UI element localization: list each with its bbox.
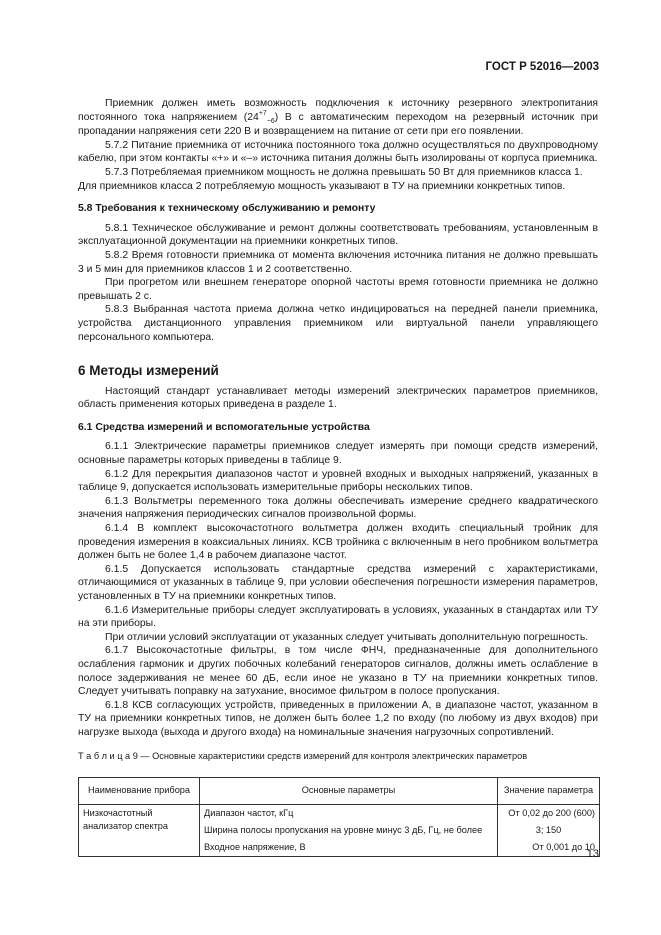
table-header-row (79, 778, 600, 805)
paragraph-5-8-3: 5.8.3 Выбранная частота приема должна четко индицироваться на передней панели приемника, устройства дистанционного управления приемником или виртуальной панели управляющего персонального компьютера. (78, 304, 598, 343)
paragraph-6-1-6-b: При отличии условий эксплуатации от указанных следует учитывать дополнительную погрешность. (105, 631, 589, 643)
table-caption: Т а б л и ц а 9 — Основные характеристики средств измерений для контроля электрических параметров (78, 750, 528, 761)
value-cell: От 0,001 до 10 (498, 839, 600, 857)
paragraph-5-8-1: 5.8.1 Техническое обслуживание и ремонт должны соответствовать требованиям, установленным в эксплуатационной документации на приемники конкретных типов. (78, 222, 598, 248)
document-body (78, 97, 598, 857)
page-number: 13 (586, 848, 599, 860)
document-id: ГОСТ Р 52016—2003 (485, 61, 599, 73)
paragraph-6-1-1: 6.1.1 Электрические параметры приемников следует измерять при помощи средств измерений, основные параметры которых приведены в таблице 9. (78, 441, 598, 467)
column-header: Основные параметры (200, 778, 498, 805)
paragraph-backup-power (78, 97, 598, 139)
param-cell: Диапазон частот, кГц (200, 805, 498, 823)
heading-6-1: 6.1 Средства измерений и вспомогательные устройства (78, 421, 370, 433)
value-cell: 3; 150 (498, 822, 600, 839)
paragraph-6-intro: Настоящий стандарт устанавливает методы измерений электрических параметров приемников, область применения которых приведена в разделе 1. (78, 385, 598, 411)
paragraph-5-7-3: 5.7.3 Потребляемая приемником мощность не должна превышать 50 Вт для приемников класса 1. (105, 166, 583, 178)
tolerance-minus: −6 (266, 117, 275, 125)
paragraph-6-1-5: 6.1.5 Допускается использовать стандартные средства измерений с характеристиками, отличающимися от указанных в таблице 9, при условии обеспечения погрешности измерения параметров, установленных в ТУ на приемники конкретных типов. (78, 563, 598, 602)
paragraph-6-1-6: 6.1.6 Измерительные приборы следует эксплуатировать в условиях, указанных в стандартах или ТУ на эти приборы. (78, 604, 598, 630)
device-name-cell: Низкочастотный анализатор спектра (79, 805, 200, 857)
tolerance-plus: +7 (258, 109, 267, 117)
table-row (79, 805, 600, 823)
value-cell: От 0,02 до 200 (600) (498, 805, 600, 823)
param-cell: Ширина полосы пропускания на уровне минус 3 дБ, Гц, не более (200, 822, 498, 839)
heading-section-6: 6 Методы измерений (78, 363, 219, 379)
paragraph-5-8-2: 5.8.2 Время готовности приемника от момента включения источника питания не должно превышать 3 и 5 мин для приемников классов 1 и 2 соответственно. (78, 249, 598, 275)
paragraph-5-7-2: 5.7.2 Питание приемника от источника постоянного тока должно осуществляться по двухпроводному кабелю, при этом контакты «+» и «–» источника питания должны быть изолированы от корпуса приемника. (78, 139, 598, 165)
column-header: Значение параметра (498, 778, 600, 805)
paragraph-6-1-3: 6.1.3 Вольтметры переменного тока должны обеспечивать измерение среднего квадратического значения напряжения периодических сигналов произвольной формы. (78, 495, 598, 521)
paragraph-6-1-8: 6.1.8 КСВ согласующих устройств, приведенных в приложении А, в диапазоне частот, указанном в ТУ на приемники конкретных типов, не должен быть более 1,2 по входу (по любому из двух входов) при нагрузке выхода (выхода и другого входа) на номинальные значения нагрузочных сопротивлений. (78, 699, 598, 738)
parameters-table (78, 777, 600, 857)
column-header: Наименование прибора (79, 778, 200, 805)
paragraph-6-1-4: 6.1.4 В комплект высокочастотного вольтметра должен входить специальный тройник для проведения измерения в коаксиальных линиях. КСВ тройника с включенным в него пробником вольтметра должен быть не более 1,4 в рабочем диапазоне частот. (78, 523, 598, 562)
text: ) В с автоматическим переходом на резервный источник при пропадании напряжения сети 220 В и возвращением на питание от сети при его появлении. (78, 111, 598, 138)
paragraph-5-7-3-cont: Для приемников класса 2 потребляемую мощность указывают в ТУ на приемники конкретных типов. (78, 180, 566, 192)
param-cell: Входное напряжение, В (200, 839, 498, 857)
paragraph-6-1-7: 6.1.7 Высокочастотные фильтры, в том числе ФНЧ, предназначенные для дополнительного ослабления гармоник и других побочных колебаний генераторов сигналов, должны иметь ослабление в полосе задерживания не менее 60 дБ, если иное не указано в ТУ на приемники конкретных типов. Следует учитывать поправку на затухание, вносимое фильтром в полосе пропускания. (78, 645, 598, 698)
heading-5-8 (78, 202, 598, 216)
paragraph-6-1-2: 6.1.2 Для перекрытия диапазонов частот и уровней входных и выходных напряжений, указанных в таблице 9, допускается использовать измерительные приборы нескольких типов. (78, 468, 598, 494)
text: Приемник должен иметь возможность подключения к источнику резервного электропитания постоянного тока напряжением (24 (78, 98, 598, 123)
heading-text: 5.8 Требования к техническому обслуживанию и ремонту (78, 203, 376, 215)
paragraph-5-8-2-b: При прогретом или внешнем генераторе опорной частоты время готовности приемника не должно превышать 2 с. (78, 277, 598, 302)
